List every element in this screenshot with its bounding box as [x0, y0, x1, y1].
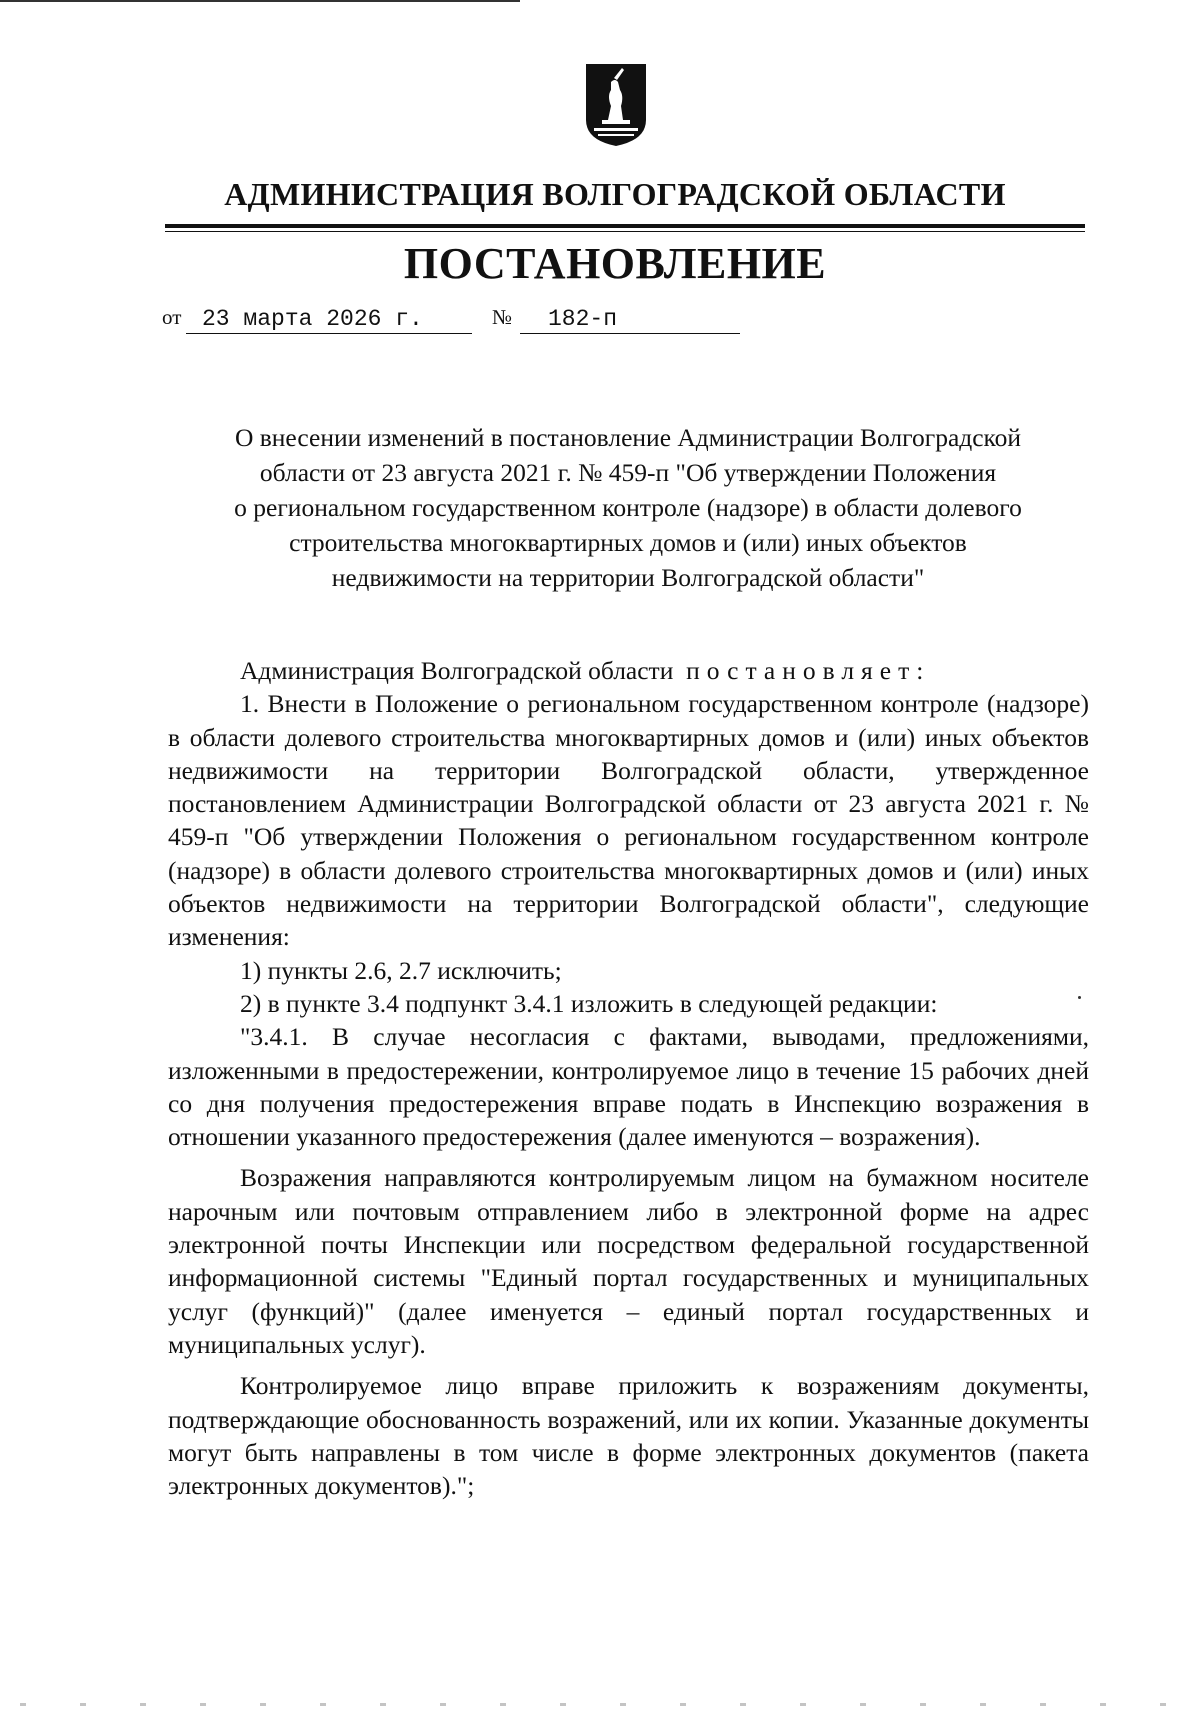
paragraph-objections: Возражения направляются контролируемым лицом на бумажном носителе нарочным или почтовым отправлением либо в электронной форме на адрес электронной почты Инспекции или посредством федеральной государственной информационной системы "Единый портал государственных и муниципальных услуг (функций)" (далее именуется – единый портал государственных и муниципальных услуг).: [168, 1163, 1089, 1359]
scan-bottom-edge: [20, 1703, 1180, 1706]
paragraph-3-4-1: "3.4.1. В случае несогласия с фактами, выводами, предложениями, изложенными в предостережении, контролируемое лицо в течение 15 рабочих дней со дня получения предостережения вправе подать в Инспекцию возражения в отношении указанного предостережения (далее именуются – возражения).: [168, 1022, 1089, 1152]
document-subject: [168, 420, 1088, 595]
scan-edge-mark: [0, 0, 520, 2]
header-rule-thin: [165, 231, 1085, 232]
document-body: [168, 654, 1089, 1502]
paragraph-documents: Контролируемое лицо вправе приложить к возражениям документы, подтверждающие обоснованность возражений, или их копии. Указанные документы могут быть направлены в том числе в форме электронных документов (пакета электронных документов).";: [168, 1371, 1089, 1501]
subject-line: О внесении изменений в постановление Администрации Волгоградской: [234, 423, 1022, 452]
document-type-title: ПОСТАНОВЛЕНИЕ: [403, 239, 827, 288]
intro-paragraph: [168, 654, 1089, 687]
paragraph-subitem-2: 2) в пункте 3.4 подпункт 3.4.1 изложить в следующей редакции:: [240, 988, 938, 1018]
scan-speck: [1078, 996, 1081, 999]
header-rule-thick: [165, 224, 1085, 228]
document-meta-row: [162, 300, 762, 334]
document-date: 23 марта 2026 г.: [186, 304, 472, 334]
subject-line: недвижимости на территории Волгоградской области": [331, 563, 925, 592]
subject-line: области от 23 августа 2021 г. № 459-п "Об утверждении Положения: [259, 458, 997, 487]
coat-of-arms-icon: [584, 62, 648, 148]
document-number: 182-п: [520, 304, 740, 334]
date-prefix: от: [162, 305, 182, 329]
subject-line: о региональном государственном контроле (надзоре) в области долевого: [234, 493, 1022, 522]
number-prefix: №: [492, 305, 513, 329]
organization-title: АДМИНИСТРАЦИЯ ВОЛГОГРАДСКОЙ ОБЛАСТИ: [224, 176, 1006, 212]
intro-action: постановляет:: [686, 656, 931, 685]
paragraph-subitem-1: 1) пункты 2.6, 2.7 исключить;: [240, 955, 562, 985]
intro-prefix: Администрация Волгоградской области: [240, 656, 674, 685]
paragraph-item-1: 1. Внести в Положение о региональном государственном контроле (надзоре) в области долевого строительства многоквартирных домов и (или) иных объектов недвижимости на территории Волгоградской области, утвержденное постановлением Администрации Волгоградской области от 23 августа 2021 г. № 459-п "Об утверждении Положения о региональном государственном контроле (надзоре) в области долевого строительства многоквартирных домов и (или) иных объектов недвижимости на территории Волгоградской области", следующие изменения:: [168, 689, 1089, 952]
subject-line: строительства многоквартирных домов и (или) иных объектов: [289, 528, 967, 557]
